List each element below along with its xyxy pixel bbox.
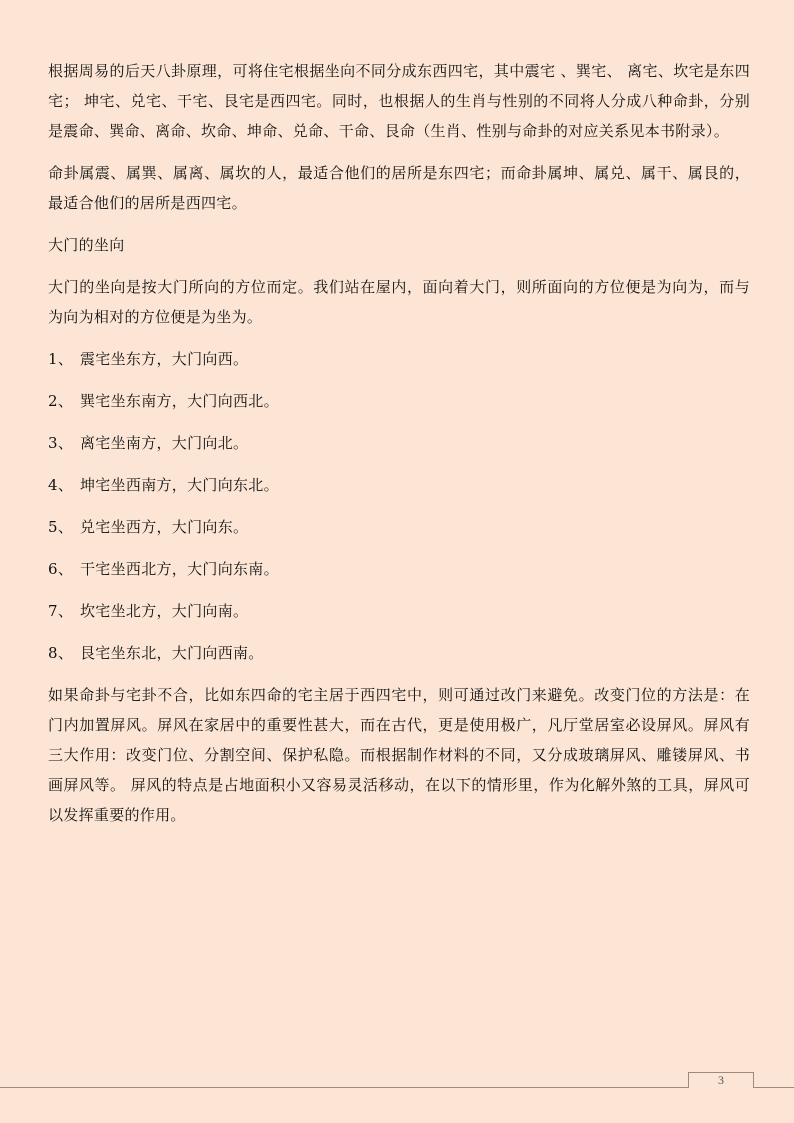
list-item-text: 艮宅坐东北，大门向西南。 [80, 644, 264, 662]
list-item-number: 8、 [48, 644, 74, 662]
list-item-number: 2、 [48, 392, 74, 410]
list-item-number: 4、 [48, 476, 74, 494]
list-item-number: 3、 [48, 434, 74, 452]
list-item [48, 386, 750, 416]
orientation-list [48, 344, 750, 668]
list-item-text: 干宅坐西北方，大门向东南。 [80, 560, 279, 578]
list-item-number: 6、 [48, 560, 74, 578]
list-item-number: 1、 [48, 350, 74, 368]
list-item-text: 震宅坐东方，大门向西。 [80, 350, 249, 368]
list-item-text: 坤宅坐西南方，大门向东北。 [80, 476, 279, 494]
page-number: 3 [688, 1072, 754, 1088]
document-body [48, 56, 750, 842]
paragraph-door-orientation: 大门的坐向是按大门所向的方位而定。我们站在屋内，面向着大门，则所面向的方位便是为向为，而与为向为相对的方位便是为坐为。 [48, 278, 750, 326]
list-item-text: 巽宅坐东南方，大门向西北。 [80, 392, 279, 410]
section-heading-door-orientation: 大门的坐向 [48, 236, 125, 254]
list-item-text: 离宅坐南方，大门向北。 [80, 434, 249, 452]
paragraph-ming-gua: 命卦属震、属巽、属离、属坎的人，最适合他们的居所是东四宅；而命卦属坤、属兑、属干、属艮的，最适合他们的居所是西四宅。 [48, 164, 750, 212]
paragraph-screen: 如果命卦与宅卦不合，比如东四命的宅主居于西四宅中，则可通过改门来避免。改变门位的方法是：在门内加置屏风。屏风在家居中的重要性甚大，而在古代，更是使用极广，凡厅堂居室必设屏风。屏风有三大作用：改变门位、分割空间、保护私隐。而根据制作材料的不同，又分成玻璃屏风、雕镂屏风、书画屏风等。 屏风的特点是占地面积小又容易灵活移动，在以下的情形里，作为化解外煞的工具，屏风可以发挥重要的作用。 [48, 686, 750, 824]
list-item [48, 512, 750, 542]
list-item-text: 坎宅坐北方，大门向南。 [80, 602, 249, 620]
paragraph-intro: 根据周易的后天八卦原理，可将住宅根据坐向不同分成东西四宅，其中震宅 、巽宅、 离宅、坎宅是东四宅； 坤宅、兑宅、干宅、艮宅是西四宅。同时，也根据人的生肖与性别的不同将人分成八种命卦，分别是震命、巽命、离命、坎命、坤命、兑命、干命、艮命（生肖、性别与命卦的对应关系见本书附录）。 [48, 62, 750, 140]
list-item [48, 344, 750, 374]
list-item [48, 638, 750, 668]
list-item [48, 428, 750, 458]
list-item-text: 兑宅坐西方，大门向东。 [80, 518, 249, 536]
list-item [48, 554, 750, 584]
list-item-number: 5、 [48, 518, 74, 536]
list-item [48, 596, 750, 626]
list-item [48, 470, 750, 500]
list-item-number: 7、 [48, 602, 74, 620]
footer-rule [0, 1087, 794, 1088]
